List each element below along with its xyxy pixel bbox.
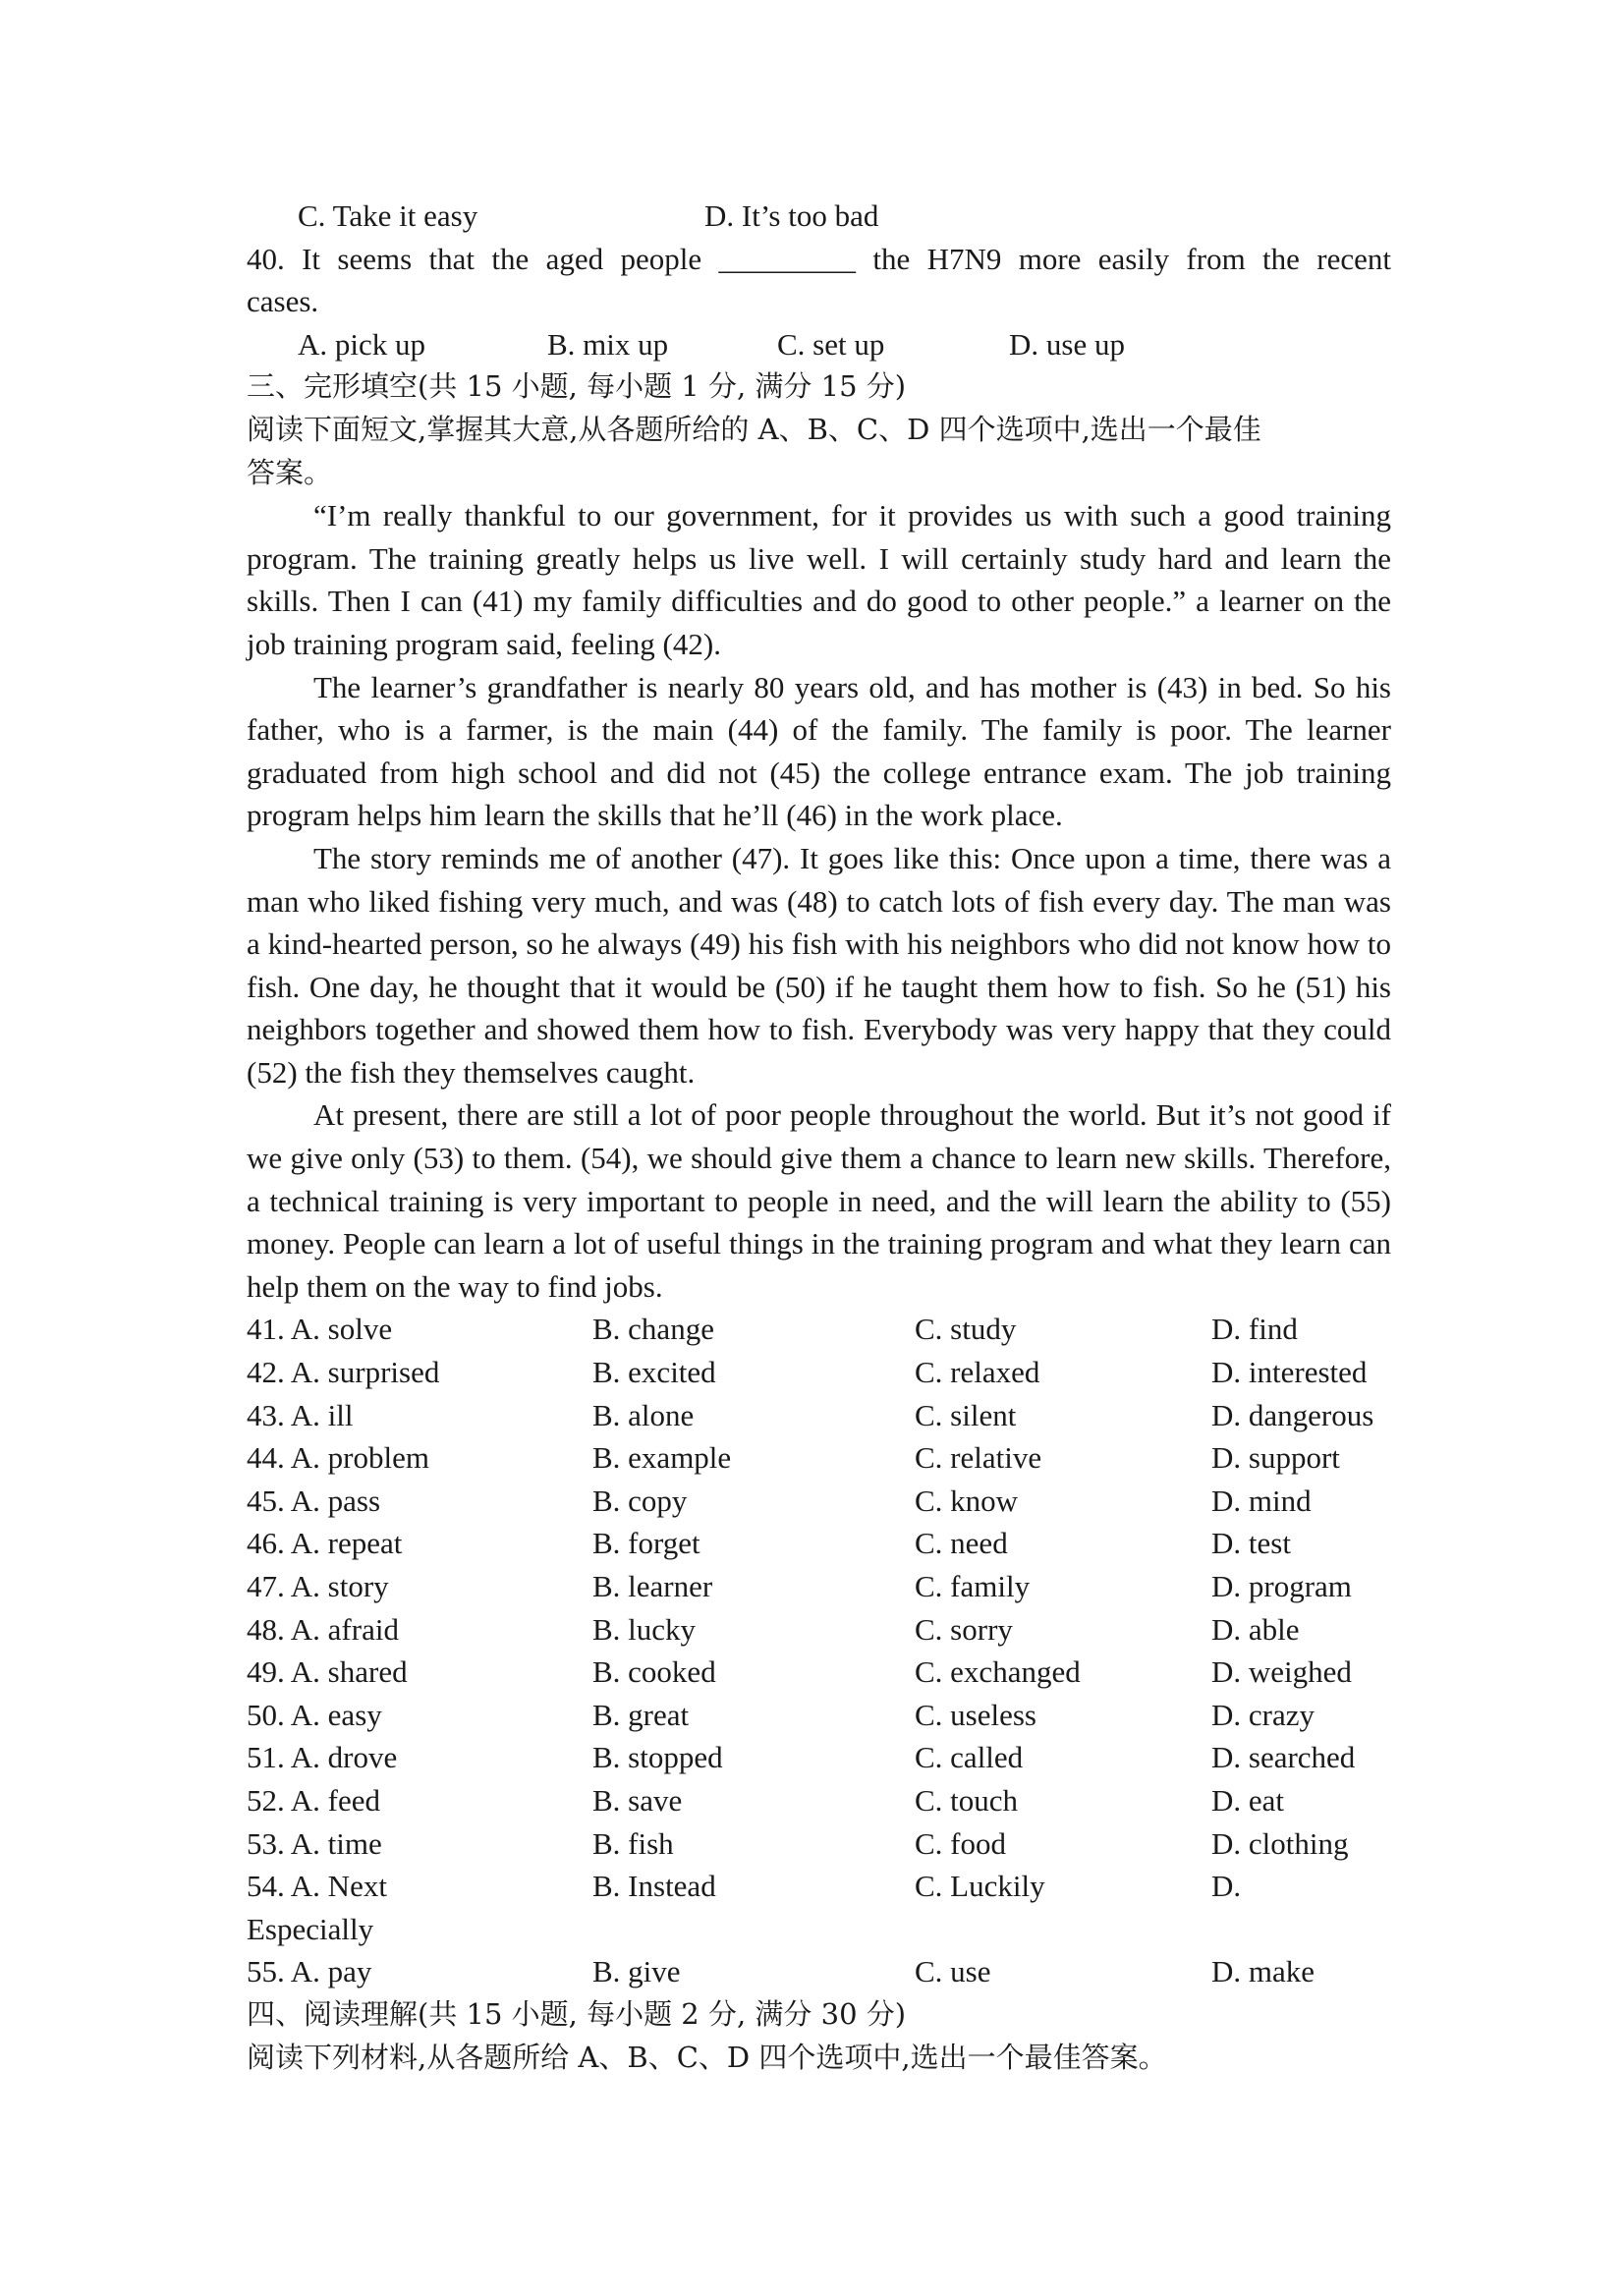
option-b: B. excited	[592, 1355, 716, 1390]
option-c: C. family	[915, 1569, 1031, 1603]
option-c: C. called	[915, 1740, 1024, 1775]
option-b: B. learner	[592, 1569, 713, 1603]
q40-stem-line1: 40. It seems that the aged people _________ the H7N9 more easily from the recent	[247, 241, 1391, 276]
option-d: D. eat	[1211, 1782, 1285, 1818]
section4-instruction: 阅读下列材料,从各题所给 A、B、C、D 四个选项中,选出一个最佳答案。	[247, 2040, 1167, 2074]
option-b: B. save	[592, 1782, 683, 1818]
q40-options-row	[247, 323, 1391, 366]
option-row-42	[247, 1351, 1391, 1394]
section3-instruction-line1: 阅读下面短文,掌握其大意,从各题所给的 A、B、C、D 四个选项中,选出一个最佳	[247, 412, 1261, 446]
option-row-53	[247, 1822, 1391, 1866]
option-row-46	[247, 1522, 1391, 1565]
option-d: D. program	[1211, 1569, 1352, 1603]
option-a: 47. A. story	[247, 1569, 389, 1603]
option-b: B. give	[592, 1954, 681, 1989]
option-d: D. test	[1211, 1526, 1291, 1561]
exam-page	[247, 195, 1391, 2079]
section3-instruction-line2: 答案。	[247, 455, 333, 489]
option-d: D.	[1211, 1869, 1242, 1904]
option-d: D. weighed	[1211, 1654, 1352, 1690]
option-d: D. able	[1211, 1611, 1300, 1647]
option-a: 46. A. repeat	[247, 1526, 403, 1561]
option-b: B. fish	[592, 1825, 674, 1861]
q40-option-a: A. pick up	[298, 326, 426, 362]
option-d: D. clothing	[1211, 1825, 1349, 1861]
option-c: C. silent	[915, 1397, 1017, 1432]
option-d: D. searched	[1211, 1740, 1356, 1775]
option-a: 41. A. solve	[247, 1312, 393, 1347]
cloze-options	[247, 1308, 1391, 1993]
option-c: C. Luckily	[915, 1869, 1045, 1904]
option-b: B. alone	[592, 1397, 695, 1432]
q39-option-c: C. Take it easy	[298, 198, 478, 233]
option-d: D. dangerous	[1211, 1397, 1374, 1432]
option-row-50	[247, 1694, 1391, 1737]
option-a: 45. A. pass	[247, 1483, 381, 1518]
q39-option-d: D. It’s too bad	[704, 198, 879, 233]
q40-option-c: C. set up	[777, 326, 885, 362]
option-c: C. food	[915, 1825, 1006, 1861]
q40-stem-line2: cases.	[247, 284, 319, 319]
option-row-51	[247, 1736, 1391, 1779]
cloze-paragraph: “I’m really thankful to our government, for it provides us with such a good training program. The training greatly helps us live well. I will certainly study hard and learn the skills. Then I can (41) my family difficulties and do good to other people.” a learner on the job training program said, feeling (42).	[247, 498, 1391, 661]
option-row-52	[247, 1779, 1391, 1822]
option-a: 54. A. Next	[247, 1869, 387, 1904]
option-c: C. relative	[915, 1440, 1042, 1476]
option-row-49	[247, 1651, 1391, 1694]
option-a: 49. A. shared	[247, 1654, 408, 1690]
option-row-47	[247, 1565, 1391, 1608]
option-b: B. copy	[592, 1483, 688, 1518]
option-b: B. change	[592, 1312, 714, 1347]
option-d: D. interested	[1211, 1355, 1368, 1390]
q39-options-row	[247, 195, 1391, 238]
option-c: C. relaxed	[915, 1355, 1040, 1390]
option-row-45	[247, 1480, 1391, 1523]
option-a: 53. A. time	[247, 1825, 382, 1861]
option-a: 50. A. easy	[247, 1697, 382, 1732]
q40-option-d: D. use up	[1009, 326, 1125, 362]
option-d: D. crazy	[1211, 1697, 1315, 1732]
option-b: B. stopped	[592, 1740, 723, 1775]
cloze-paragraph: The story reminds me of another (47). It goes like this: Once upon a time, there was a man who liked fishing very much, and was (48) to catch lots of fish every day. The man was a kind-hearted person, so he always (49) his fish with his neighbors who did not know how to fish. One day, he thought that it would be (50) if he taught them how to fish. So he (51) his neighbors together and showed them how to fish. Everybody was very happy that they could (52) the fish they themselves caught.	[247, 840, 1391, 1090]
option-d: D. make	[1211, 1954, 1315, 1989]
option-row-44	[247, 1436, 1391, 1480]
option-a: 42. A. surprised	[247, 1355, 440, 1390]
option-b: B. example	[592, 1440, 732, 1476]
option-a: 43. A. ill	[247, 1397, 354, 1432]
option-d: D. find	[1211, 1312, 1298, 1347]
q40-option-b: B. mix up	[547, 326, 669, 362]
option-a: 44. A. problem	[247, 1440, 429, 1476]
option-a: 51. A. drove	[247, 1740, 398, 1775]
cloze-paragraph: At present, there are still a lot of poor people throughout the world. But it’s not good if we give only (53) to them. (54), we should give them a chance to learn new skills. Therefore, a technical training is very important to people in need, and the will learn the ability to (55) money. People can learn a lot of useful things in the training program and what they learn can help them on the way to find jobs.	[247, 1097, 1391, 1304]
section3-heading: 三、完形填空(共 15 小题, 每小题 1 分, 满分 15 分)	[247, 369, 907, 404]
option-c: C. useless	[915, 1697, 1036, 1732]
option-54-d-wrap: Especially	[247, 1911, 374, 1946]
option-b: B. cooked	[592, 1654, 716, 1690]
option-b: B. Instead	[592, 1869, 716, 1904]
option-d: D. mind	[1211, 1483, 1312, 1518]
option-c: C. sorry	[915, 1611, 1013, 1647]
option-a: 55. A. pay	[247, 1954, 372, 1989]
option-c: C. study	[915, 1312, 1017, 1347]
cloze-passage	[247, 494, 1391, 1308]
cloze-paragraph: The learner’s grandfather is nearly 80 years old, and has mother is (43) in bed. So his father, who is a farmer, is the main (44) of the family. The family is poor. The learner graduated from high school and did not (45) the college entrance exam. The job training program helps him learn the skills that he’ll (46) in the work place.	[247, 669, 1391, 833]
option-c: C. need	[915, 1526, 1008, 1561]
option-b: B. forget	[592, 1526, 700, 1561]
option-c: C. exchanged	[915, 1654, 1081, 1690]
option-c: C. use	[915, 1954, 991, 1989]
option-a: 48. A. afraid	[247, 1611, 399, 1647]
option-d: D. support	[1211, 1440, 1340, 1476]
option-c: C. touch	[915, 1782, 1019, 1818]
section4-heading: 四、阅读理解(共 15 小题, 每小题 2 分, 满分 30 分)	[247, 1996, 907, 2031]
option-row-55	[247, 1950, 1391, 1993]
option-row-48	[247, 1608, 1391, 1652]
option-c: C. know	[915, 1483, 1019, 1518]
option-row-41	[247, 1308, 1391, 1351]
option-a: 52. A. feed	[247, 1782, 381, 1818]
option-b: B. lucky	[592, 1611, 697, 1647]
option-row-43	[247, 1394, 1391, 1437]
option-row-54	[247, 1865, 1391, 1908]
option-b: B. great	[592, 1697, 690, 1732]
